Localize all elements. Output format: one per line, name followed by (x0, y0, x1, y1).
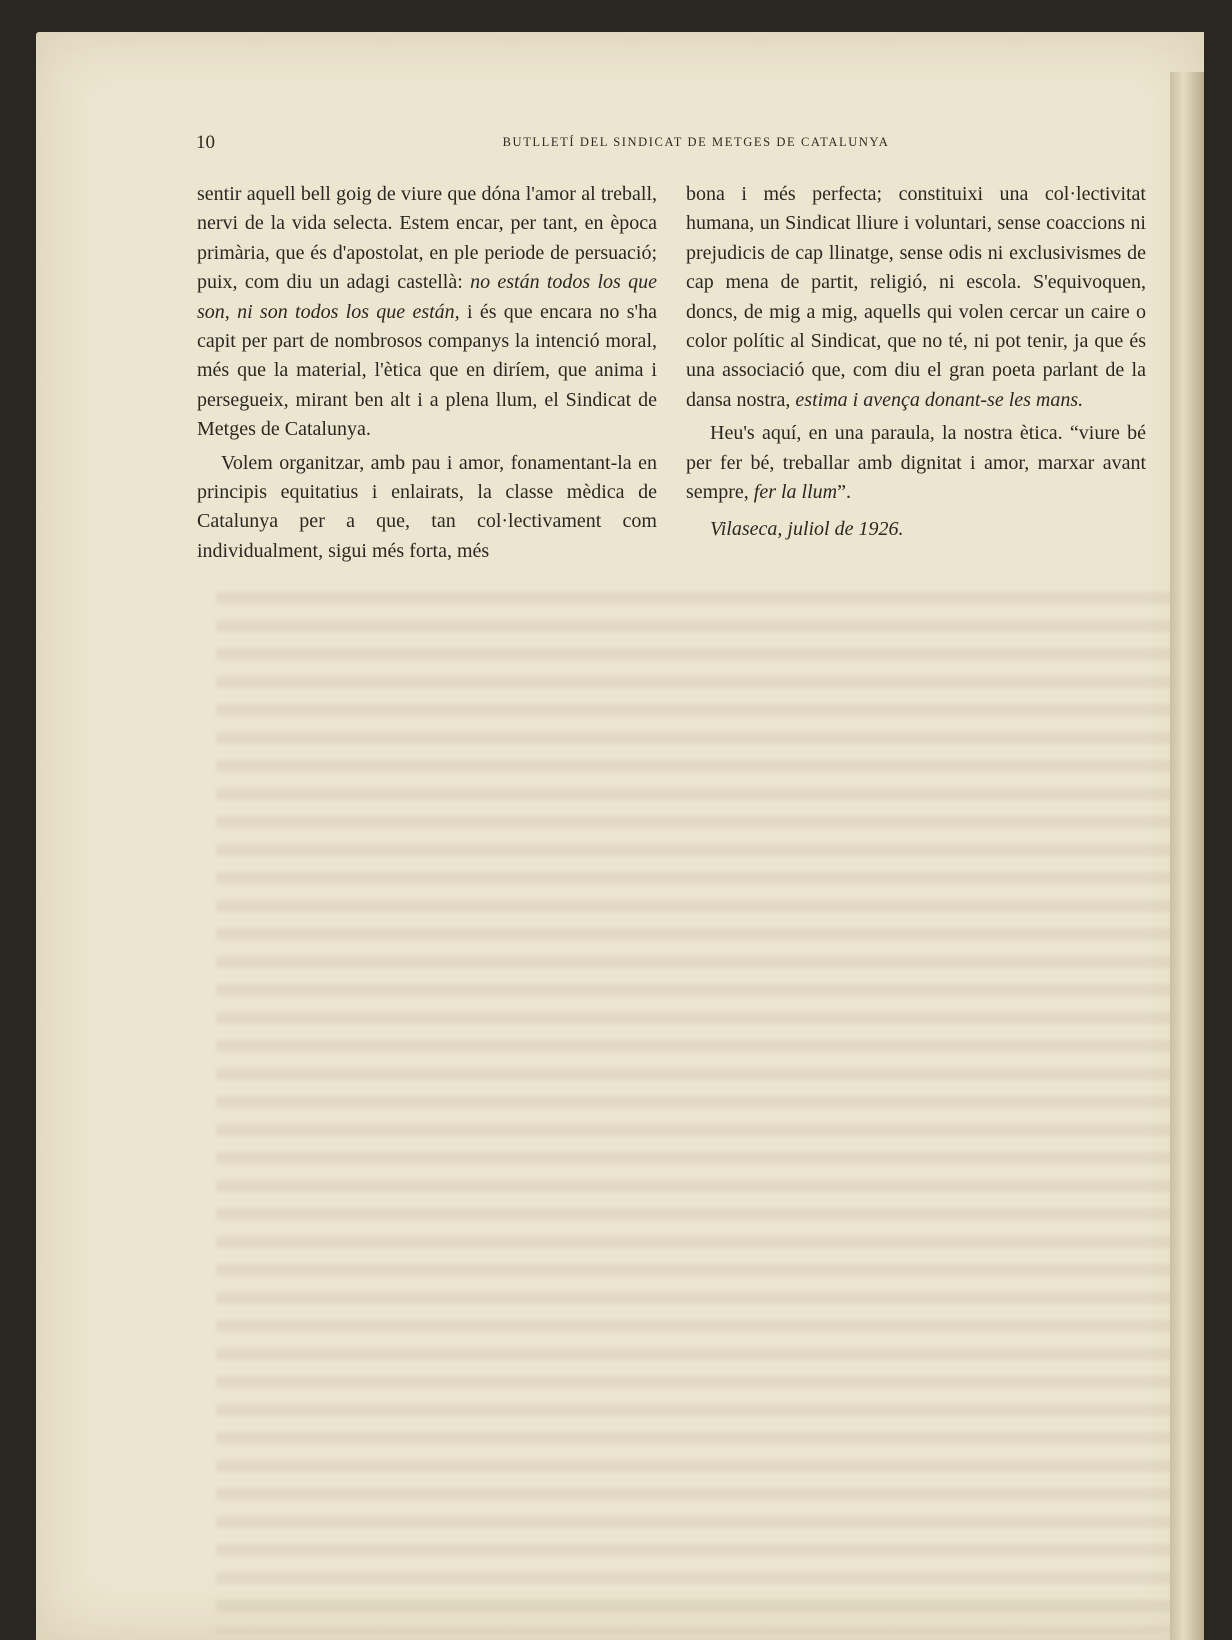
signature-line (686, 515, 1146, 544)
running-title: BUTLLETÍ DEL SINDICAT DE METGES DE CATALUNYA (502, 135, 890, 149)
page-edge-shadow (1170, 72, 1204, 1640)
left-column (197, 180, 657, 566)
show-through-texture (216, 592, 1196, 1632)
signature: Vilaseca, juliol de 1926. (710, 518, 904, 541)
right-column (686, 180, 1146, 545)
page-number: 10 (196, 132, 215, 153)
text-run: sentir aquell bell goig de viure que dóna l'amor al treball, nervi de la vida selecta. Estem encar, per tant, en època primària, que és d'apostolat, en ple periode de persuació; puix, com diu un adagi castellà: (197, 183, 657, 294)
italic-quote: estima i avença donant-se les mans. (795, 388, 1084, 411)
text-run: Heu's aquí, en una paraula, la nostra ètica. “viure bé per fer bé, treballar amb dignitat i amor, marxar avant sempre, (686, 422, 1146, 504)
text-run: bona i més perfecta; constituixi una col·lectivitat humana, un Sindicat lliure i voluntari, sense coaccions ni prejudicis de cap llinatge, sense odis ni exclusivismes de cap mena de partit, religió, ni escola. S'equivoquen, doncs, de mig a mig, aquells qui volen cercar un caire o color polític al Sindicat, que no té, ni pot tenir, ja que és una associació que, com diu el gran poeta parlant de la dansa nostra, (686, 183, 1146, 411)
left-paragraph-2: Volem organitzar, amb pau i amor, fonamentant-la en principis equitatius i enlairats, la classe mèdica de Catalunya per a que, tan col·lectivament com individualment, sigui més forta, més (197, 451, 657, 562)
right-paragraph-2 (686, 419, 1146, 507)
text-run: i és que encara no s'ha capit per part de nombrosos companys la intenció moral, més que la material, l'ètica que en diríem, que anima i persegueix, mirant ben alt i a plena llum, el Sindicat de Metges de Catalunya. (197, 300, 657, 441)
text-run: ”. (837, 481, 851, 504)
right-paragraph-1 (686, 180, 1146, 415)
italic-quote: no están todos los que son, ni son todos los que están, (197, 271, 658, 323)
left-paragraph-1 (197, 180, 657, 445)
page-header (196, 132, 1116, 156)
italic-phrase: fer la llum (753, 481, 838, 504)
